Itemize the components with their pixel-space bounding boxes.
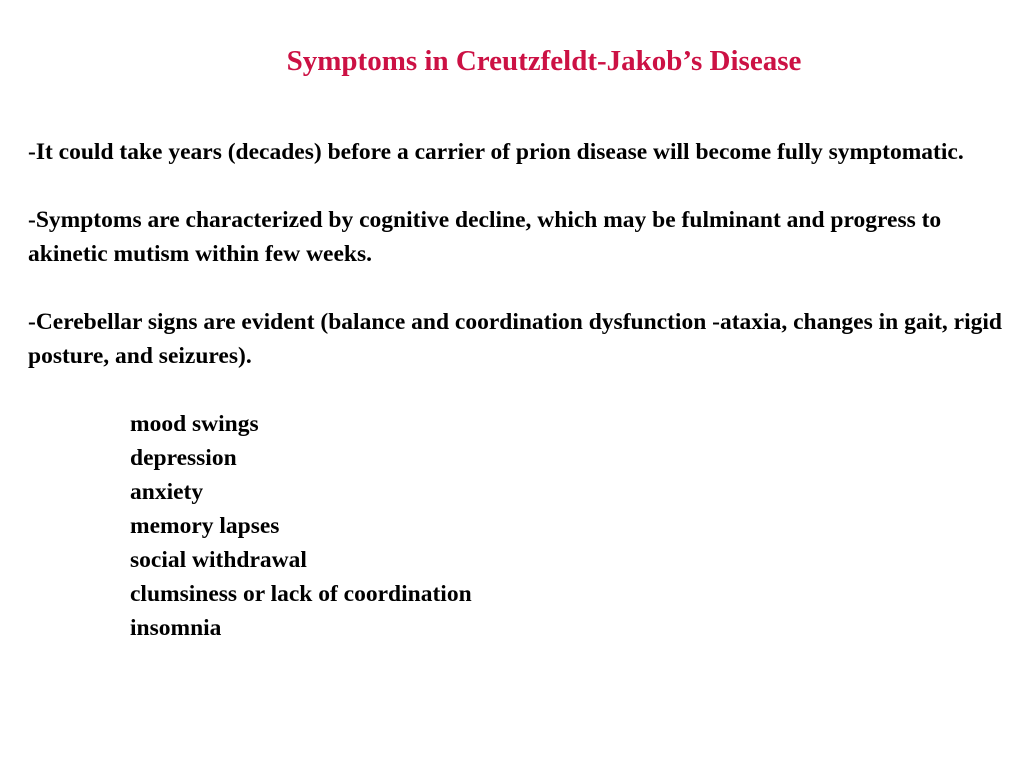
list-item: anxiety (130, 479, 204, 505)
list-item: insomnia (130, 615, 222, 641)
list-item: social withdrawal (130, 547, 307, 573)
list-item: memory lapses (130, 513, 280, 539)
list-item: clumsiness or lack of coordination (130, 581, 472, 607)
slide-title: Symptoms in Creutzfeldt-Jakob’s Disease (286, 45, 802, 77)
paragraph-onset: -It could take years (decades) before a carrier of prion disease will become fully symptomatic. (28, 139, 964, 165)
paragraph-cognitive-decline: -Symptoms are characterized by cognitive decline, which may be fulminant and progress to akinetic mutism within few weeks. (28, 207, 942, 267)
list-item: mood swings (130, 411, 259, 437)
list-item: depression (130, 445, 237, 471)
symptom-list (28, 407, 1008, 645)
slide-body (28, 135, 1008, 645)
paragraph-cerebellar-signs: -Cerebellar signs are evident (balance and coordination dysfunction -ataxia, changes in gait, rigid posture, and seizures). (28, 309, 1002, 369)
